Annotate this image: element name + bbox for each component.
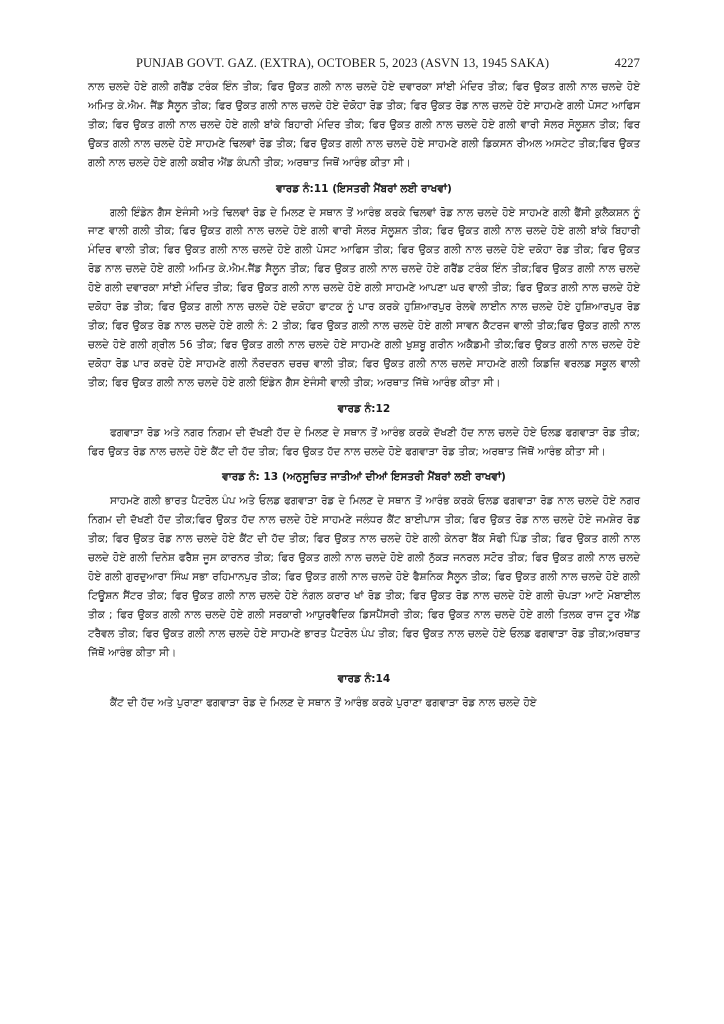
ward-14-text: ਕੈਂਟ ਦੀ ਹੱਦ ਅਤੇ ਪੁਰਾਣਾ ਫਗਵਾੜਾ ਰੋਡ ਦੇ ਮਿਲਣ ਦੇ ਸਥਾਨ ਤੋਂ ਆਰੰਭ ਕਰਕੇ ਪੁਰਾਣਾ ਫਗਵਾੜਾ ਰੋਡ ਨਾਲ ਚਲਦੇ ਹੋਏ [110,696,537,709]
ward-11-heading: ਵਾਰਡ ਨੰ:11 (ਇਸਤਰੀ ਮੈਂਬਰਾਂ ਲਈ ਰਾਖਵਾਂ) [276,182,452,195]
section-0-text: ਨਾਲ ਚਲਦੇ ਹੋਏ ਗਲੀ ਗਰੈਂਡ ਟਰੰਕ ਇੰਨ ਤੀਕ; ਫਿਰ ਉਕਤ ਗਲੀ ਨਾਲ ਚਲਦੇ ਹੋਏ ਦਵਾਰਕਾ ਸਾਂਈ ਮੰਦਿਰ ਤੀਕ; ਫਿਰ ਉਕਤ ਗਲੀ ਨਾਲ ਚਲਦੇ ਹੋਏ ਅਮਿਤ ਕੇ.ਐਮ. ਜੈਂਡ ਸੈਲੂਨ ਤੀਕ; ਫਿਰ ਉਕਤ ਗਲੀ ਨਾਲ ਚਲਦੇ ਹੋਏ ਦੋਕੋਹਾ ਰੋਡ ਤੀਕ; ਫਿਰ ਉਕਤ ਰੋਡ ਨਾਲ ਚਲਦੇ ਹੋਏ ਸਾਹਮਣੇ ਗਲੀ ਪੋਸਟ ਆਫਿਸ ਤੀਕ; ਫਿਰ ਉਕਤ ਗਲੀ ਨਾਲ ਚਲਦੇ ਹੋਏ ਗਲੀ ਬਾਂਕੇ ਬਿਹਾਰੀ ਮੰਦਿਰ ਤੀਕ; ਫਿਰ ਉਕਤ ਗਲੀ ਨਾਲ ਚਲਦੇ ਹੋਏ ਗਲੀ ਵਾਰੀ ਸੋਲਰ ਸੋਲੂਸ਼ਨ ਤੀਕ; ਫਿਰ ਉਕਤ ਗਲੀ ਨਾਲ ਚਲਦੇ ਹੋਏ ਸਾਹਮਣੇ ਢਿਲਵਾਂ ਰੋਡ ਤੀਕ; ਫਿਰ ਉਕਤ ਗਲੀ ਨਾਲ ਚਲਦੇ ਹੋਏ ਸਾਹਮਣੇ ਗਲੀ ਡਿਕਸਨ ਰੀਅਲ ਅਸਟੇਟ ਤੀਕ;ਫਿਰ ਉਕਤ ਗਲੀ ਨਾਲ ਚਲਦੇ ਹੋਏ ਗਲੀ ਕਬੀਰ ਐਂਡ ਕੰਪਨੀ ਤੀਕ; ਅਰਥਾਤ ਜਿਥੋਂ ਆਰੰਭ ਕੀਤਾ ਸੀ। [88,81,640,169]
page-number: 4227 [614,56,640,70]
ward-13-heading: ਵਾਰਡ ਨੰ: 13 (ਅਨੁਸੂਚਿਤ ਜਾਤੀਆਂ ਦੀਆਂ ਇਸਤਰੀ ਮੈਂਬਰਾਂ ਲਈ ਰਾਖਵਾਂ) [222,471,506,484]
ward-11-text: ਗਲੀ ਇੰਡੇਨ ਗੈਸ ਏਜੰਸੀ ਅਤੇ ਢਿਲਵਾਂ ਰੋਡ ਦੇ ਮਿਲਣ ਦੇ ਸਥਾਨ ਤੋਂ ਆਰੰਭ ਕਰਕੇ ਢਿਲਵਾਂ ਰੋਡ ਨਾਲ ਚਲਦੇ ਹੋਏ ਸਾਹਮਣੇ ਗਲੀ ਫੈਂਸੀ ਕੁਲੈਕਸ਼ਨ ਨੂੰ ਜਾਣ ਵਾਲੀ ਗਲੀ ਤੀਕ; ਫਿਰ ਉਕਤ ਗਲੀ ਨਾਲ ਚਲਦੇ ਹੋਏ ਗਲੀ ਵਾਰੀ ਸੋਲਰ ਸੋਲੂਸ਼ਨ ਤੀਕ; ਫਿਰ ਉਕਤ ਗਲੀ ਨਾਲ ਚਲਦੇ ਹੋਏ ਗਲੀ ਬਾਂਕੇ ਬਿਹਾਰੀ ਮੰਦਿਰ ਵਾਲੀ ਤੀਕ; ਫਿਰ ਉਕਤ ਗਲੀ ਨਾਲ ਚਲਦੇ ਹੋਏ ਗਲੀ ਪੋਸਟ ਆਫਿਸ ਤੀਕ; ਫਿਰ ਉਕਤ ਗਲੀ ਨਾਲ ਚਲਦੇ ਹੋਏ ਦਕੋਹਾ ਰੋਡ ਤੀਕ; ਫਿਰ ਉਕਤ ਰੋਡ ਨਾਲ ਚਲਦੇ ਹੋਏ ਗਲੀ ਅਮਿਤ ਕੇ.ਐਮ.ਜੈਂਡ ਸੈਲੂਨ ਤੀਕ; ਫਿਰ ਉਕਤ ਗਲੀ ਨਾਲ ਚਲਦੇ ਹੋਏ ਗਰੈਂਡ ਟਰੰਕ ਇੰਨ ਤੀਕ;ਫਿਰ ਉਕਤ ਗਲੀ ਨਾਲ ਚਲਦੇ ਹੋਏ ਗਲੀ ਦਵਾਰਕਾ ਸਾਂਈ ਮੰਦਿਰ ਤੀਕ; ਫਿਰ ਉਕਤ ਗਲੀ ਨਾਲ ਚਲਦੇ ਹੋਏ ਗਲੀ ਸਾਹਮਣੇ ਆਪਣਾ ਘਰ ਵਾਲੀ ਤੀਕ; ਫਿਰ ਉਕਤ ਗਲੀ ਨਾਲ ਚਲਦੇ ਹੋਏ ਦਕੋਹਾ ਰੋਡ ਤੀਕ; ਫਿਰ ਉਕਤ ਗਲੀ ਨਾਲ ਚਲਦੇ ਹੋਏ ਦਕੋਹਾ ਫਾਟਕ ਨੂੰ ਪਾਰ ਕਰਕੇ ਹੁਸ਼ਿਆਰਪੁਰ ਰੇਲਵੇ ਲਾਈਨ ਨਾਲ ਚਲਦੇ ਹੋਏ ਹੁਸ਼ਿਆਰਪੁਰ ਰੋਡ ਤੀਕ; ਫਿਰ ਉਕਤ ਰੋਡ ਨਾਲ ਚਲਦੇ ਹੋਏ ਗਲੀ ਨੰ: 2 ਤੀਕ; ਫਿਰ ਉਕਤ ਗਲੀ ਨਾਲ ਚਲਦੇ ਹੋਏ ਗਲੀ ਸਾਵਨ ਕੈਟਰਜ ਵਾਲੀ ਤੀਕ;ਫਿਰ ਉਕਤ ਗਲੀ ਨਾਲ ਚਲਦੇ ਹੋਏ ਗਲੀ ਗ੍ਰੀਲ 56 ਤੀਕ; ਫਿਰ ਉਕਤ ਗਲੀ ਨਾਲ ਚਲਦੇ ਹੋਏ ਸਾਹਮਣੇ ਗਲੀ ਖੁਸ਼ਬੂ ਗਰੀਨ ਅਕੈਡਮੀ ਤੀਕ;ਫਿਰ ਉਕਤ ਗਲੀ ਨਾਲ ਚਲਦੇ ਹੋਏ ਦਕੋਹਾ ਰੋਡ ਪਾਰ ਕਰਦੇ ਹੋਏ ਸਾਹਮਣੇ ਗਲੀ ਨੌਰਦਰਨ ਚਰਚ ਵਾਲੀ ਤੀਕ; ਫਿਰ ਉਕਤ ਗਲੀ ਨਾਲ ਚਲਦੇ ਸਾਹਮਣੇ ਗਲੀ ਕਿਡਜ਼ਿ ਵਰਲਡ ਸਕੂਲ ਵਾਲੀ ਤੀਕ; ਫਿਰ ਉਕਤ ਗਲੀ ਨਾਲ ਚਲਦੇ ਹੋਏ ਗਲੀ ਇੰਡੇਨ ਗੈਸ ਏਜੰਸੀ ਵਾਲੀ ਤੀਕ; ਅਰਥਾਤ ਜਿੱਥੇ ਆਰੰਭ ਕੀਤਾ ਸੀ। [88,206,640,389]
ward-12-heading: ਵਾਰਡ ਨੰ:12 [337,402,391,415]
ward-13-text: ਸਾਹਮਣੇ ਗਲੀ ਭਾਰਤ ਪੈਟਰੋਲ ਪੰਪ ਅਤੇ ਓਲਡ ਫਗਵਾੜਾ ਰੋਡ ਦੇ ਮਿਲਣ ਦੇ ਸਥਾਨ ਤੋਂ ਆਰੰਭ ਕਰਕੇ ਓਲਡ ਫਗਵਾੜਾ ਰੋਡ ਨਾਲ ਚਲਦੇ ਹੋਏ ਨਗਰ ਨਿਗਮ ਦੀ ਦੱਖਣੀ ਹੱਦ ਤੀਕ;ਫਿਰ ਉਕਤ ਹੱਦ ਨਾਲ ਚਲਦੇ ਹੋਏ ਸਾਹਮਣੇ ਜਲੰਧਰ ਕੈਂਟ ਬਾਈਪਾਸ ਤੀਕ; ਫਿਰ ਉਕਤ ਰੋਡ ਨਾਲ ਚਲਦੇ ਹੋਏ ਜਮਸ਼ੇਰ ਰੋਡ ਤੀਕ; ਫਿਰ ਉਕਤ ਰੋਡ ਨਾਲ ਚਲਦੇ ਹੋਏ ਕੈਂਟ ਦੀ ਹੱਦ ਤੀਕ; ਫਿਰ ਉਕਤ ਨਾਲ ਚਲਦੇ ਹੋਏ ਗਲੀ ਕੇਨਰਾ ਬੈਂਕ ਸੋਫੀ ਪਿੰਡ ਤੀਕ; ਫਿਰ ਉਕਤ ਗਲੀ ਨਾਲ ਚਲਦੇ ਹੋਏ ਗਲੀ ਦਿਨੇਸ਼ ਫਰੈਸ਼ ਜੂਸ ਕਾਰਨਰ ਤੀਕ; ਫਿਰ ਉਕਤ ਗਲੀ ਨਾਲ ਚਲਦੇ ਹੋਏ ਗਲੀ ਨੁੱਕੜ ਜਨਰਲ ਸਟੋਰ ਤੀਕ; ਫਿਰ ਉਕਤ ਗਲੀ ਨਾਲ ਚਲਦੇ ਹੋਏ ਗਲੀ ਗੁਰਦੁਆਰਾ ਸਿੰਘ ਸਭਾ ਰਹਿਮਾਨਪੁਰ ਤੀਕ; ਫਿਰ ਉਕਤ ਗਲੀ ਨਾਲ ਚਲਦੇ ਹੋਏ ਫੈਸ਼ਨਿਕ ਸੈਲੂਨ ਤੀਕ; ਫਿਰ ਉਕਤ ਗਲੀ ਨਾਲ ਚਲਦੇ ਹੋਏ ਗਲੀ ਟਿਊਸ਼ਨ ਸੈਂਟਰ ਤੀਕ; ਫਿਰ ਉਕਤ ਗਲੀ ਨਾਲ ਚਲਦੇ ਹੋਏ ਨੰਗਲ ਕਰਾਰ ਖਾਂ ਰੋਡ ਤੀਕ; ਫਿਰ ਉਕਤ ਰੋਡ ਨਾਲ ਚਲਦੇ ਹੋਏ ਗਲੀ ਚੋਪੜਾ ਆਟੋ ਮੋਬਾਈਲ ਤੀਕ ; ਫਿਰ ਉਕਤ ਗਲੀ ਨਾਲ ਚਲਦੇ ਹੋਏ ਗਲੀ ਸਰਕਾਰੀ ਆਯੁਰਵੈਦਿਕ ਡਿਸਪੈਂਸਰੀ ਤੀਕ; ਫਿਰ ਉਕਤ ਨਾਲ ਚਲਦੇ ਹੋਏ ਗਲੀ ਤਿਲਕ ਰਾਜ ਟੂਰ ਐਂਡ ਟਰੈਵਲ ਤੀਕ; ਫਿਰ ਉਕਤ ਗਲੀ ਨਾਲ ਚਲਦੇ ਹੋਏ ਸਾਹਮਣੇ ਭਾਰਤ ਪੈਟਰੋਲ ਪੰਪ ਤੀਕ; ਫਿਰ ਉਕਤ ਨਾਲ ਚਲਦੇ ਹੋਏ ਓਲਡ ਫਗਵਾੜਾ ਰੋਡ ਤੀਕ;ਅਰਥਾਤ ਜਿੱਥੋਂ ਆਰੰਭ ਕੀਤਾ ਸੀ। [88,495,640,659]
page-header [88,48,640,78]
ward-14-heading: ਵਾਰਡ ਨੰ:14 [337,672,391,685]
gazette-title: PUNJAB GOVT. GAZ. (EXTRA), OCTOBER 5, 2023 (ASVN 13, 1945 SAKA) [136,56,550,70]
gazette-page [88,48,640,712]
ward-12-text: ਫਗਵਾੜਾ ਰੋਡ ਅਤੇ ਨਗਰ ਨਿਗਮ ਦੀ ਦੱਖਣੀ ਹੱਦ ਦੇ ਮਿਲਣ ਦੇ ਸਥਾਨ ਤੋਂ ਆਰੰਭ ਕਰਕੇ ਦੱਖਣੀ ਹੱਦ ਨਾਲ ਚਲਦੇ ਹੋਏ ਓਲਡ ਫਗਵਾੜਾ ਰੋਡ ਤੀਕ; ਫਿਰ ਉਕਤ ਰੋਡ ਨਾਲ ਚਲਦੇ ਹੋਏ ਕੈਂਟ ਦੀ ਹੱਦ ਤੀਕ; ਫਿਰ ਉਕਤ ਹੱਦ ਨਾਲ ਚਲਦੇ ਹੋਏ ਫਗਵਾੜਾ ਰੋਡ ਤੀਕ; ਅਰਥਾਤ ਜਿੱਥੋਂ ਆਰੰਭ ਕੀਤਾ ਸੀ। [88,426,640,458]
